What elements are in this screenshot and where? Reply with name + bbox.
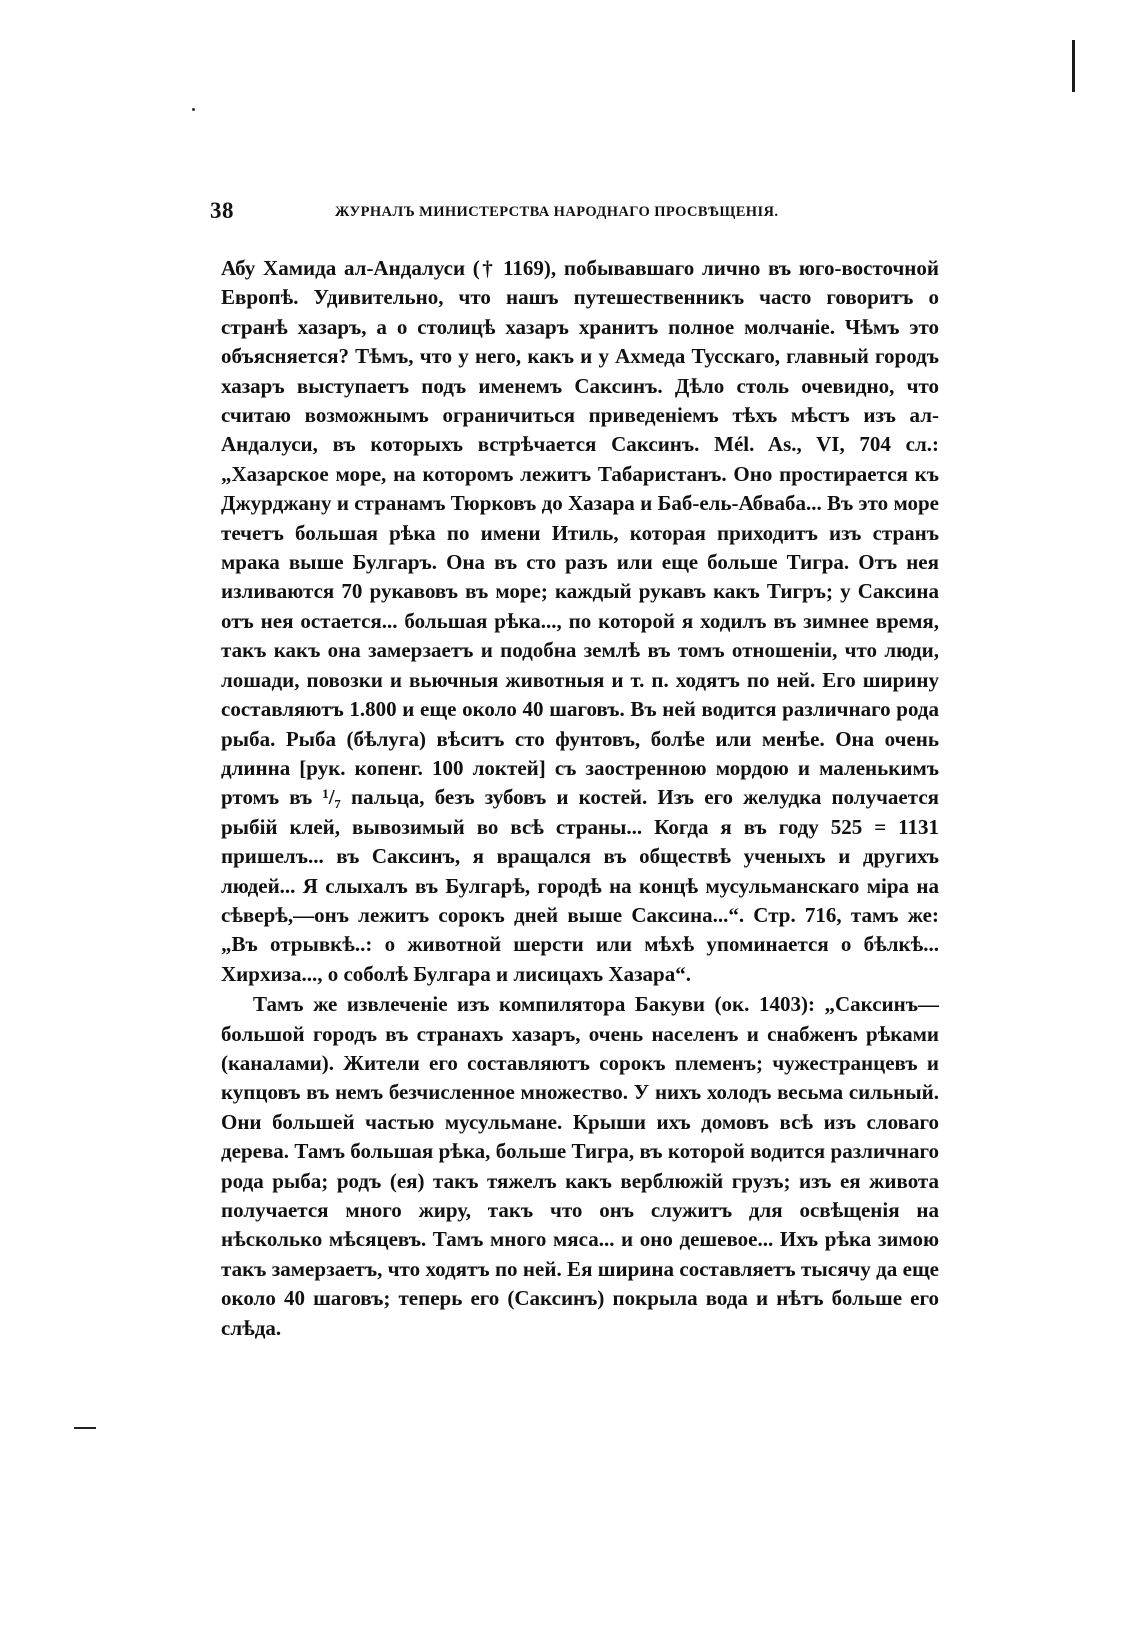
running-head: ЖУРНАЛЪ МИНИСТЕРСТВА НАРОДНАГО ПРОСВѢЩЕНІЯ. <box>335 204 779 220</box>
paragraph: Тамъ же извлеченіе изъ компилятора Бакуви (ок. 1403): „Саксинъ—большой городъ въ странахъ хазаръ, очень населенъ и снабженъ рѣками (каналами). Жители его составляютъ сорокъ племенъ; чужестранцевъ и купцовъ въ немъ безчисленное множество. У нихъ холодъ весьма сильный. Они большей частью мусульмане. Крыши ихъ домовъ всѣ изъ словаго дерева. Тамъ большая рѣка, больше Тигра, въ которой водится различнаго рода рыба; родъ (ея) такъ тяжелъ какъ верблюжій грузъ; изъ ея живота получается много жиру, такъ что онъ служитъ для освѣщенія на нѣсколько мѣсяцевъ. Тамъ много мяса... и оно дешевое... Ихъ рѣка зимою такъ замерзаетъ, что ходятъ по ней. Ея ширина составляетъ тысячу да еще около 40 шаговъ; теперь его (Саксинъ) покрыла вода и нѣтъ больше его слѣда. <box>221 992 939 1340</box>
paragraph: Абу Хамида ал-Андалуси († 1169), побывавшаго лично въ юго-восточной Европѣ. Удивительно, что нашъ путешественникъ часто говоритъ о странѣ хазаръ, а о столицѣ хазаръ хранитъ полное молчаніе. Чѣмъ это объясняется? Тѣмъ, что у него, какъ и у Ахмеда Тусскаго, главный городъ хазаръ выступаетъ подъ именемъ Саксинъ. Дѣло столь очевидно, что считаю возможнымъ ограничиться приведеніемъ тѣхъ мѣстъ изъ ал-Андалуси, въ которыхъ встрѣчается Саксинъ. Mél. As., VI, 704 сл.: „Хазарское море, на которомъ лежитъ Табаристанъ. Оно простирается къ Джурджану и странамъ Тюрковъ до Хазара и Баб-ель-Абваба... Въ это море течетъ большая рѣка по имени Итиль, которая приходитъ изъ странъ мрака выше Булгаръ. Она въ сто разъ или еще больше Тигра. Отъ нея изливаются 70 рукавовъ въ море; каждый рукавъ какъ Тигръ; у Саксина отъ нея остается... большая рѣка..., по которой я ходилъ въ зимнее время, такъ какъ она замерзаетъ и подобна землѣ въ томъ отношеніи, что люди, лошади, повозки и вьючныя животныя и т. п. ходятъ по ней. Его ширину составляютъ 1.800 и еще около 40 шаговъ. Въ ней водится различнаго рода рыба. Рыба (бѣлуга) вѣситъ сто фунтовъ, болѣе или менѣе. Она очень длинна [рук. копенг. 100 локтей] съ заостренною мордою и маленькимъ ртомъ въ ¹/₇ пальца, безъ зубовъ и костей. Изъ его желудка получается рыбій клей, вывозимый во всѣ страны... Когда я въ году 525 = 1131 пришелъ... въ Саксинъ, я вращался въ обществѣ ученыхъ и другихъ людей... Я слыхалъ въ Булгарѣ, городѣ на концѣ мусульманскаго міра на сѣверѣ,—онъ лежитъ сорокъ дней выше Саксина...“. Стр. 716, тамъ же: „Въ отрывкѣ..: о животной шерсти или мѣхѣ упоминается о бѣлкѣ... Хирхиза..., о соболѣ Булгара и лисицахъ Хазара“. <box>221 256 939 986</box>
scan-margin-mark <box>74 1427 96 1429</box>
page-header <box>210 198 930 228</box>
page-number: 38 <box>210 198 234 223</box>
scan-edge-mark <box>1072 40 1075 92</box>
scan-speck <box>192 108 195 111</box>
page-body <box>221 254 939 1343</box>
